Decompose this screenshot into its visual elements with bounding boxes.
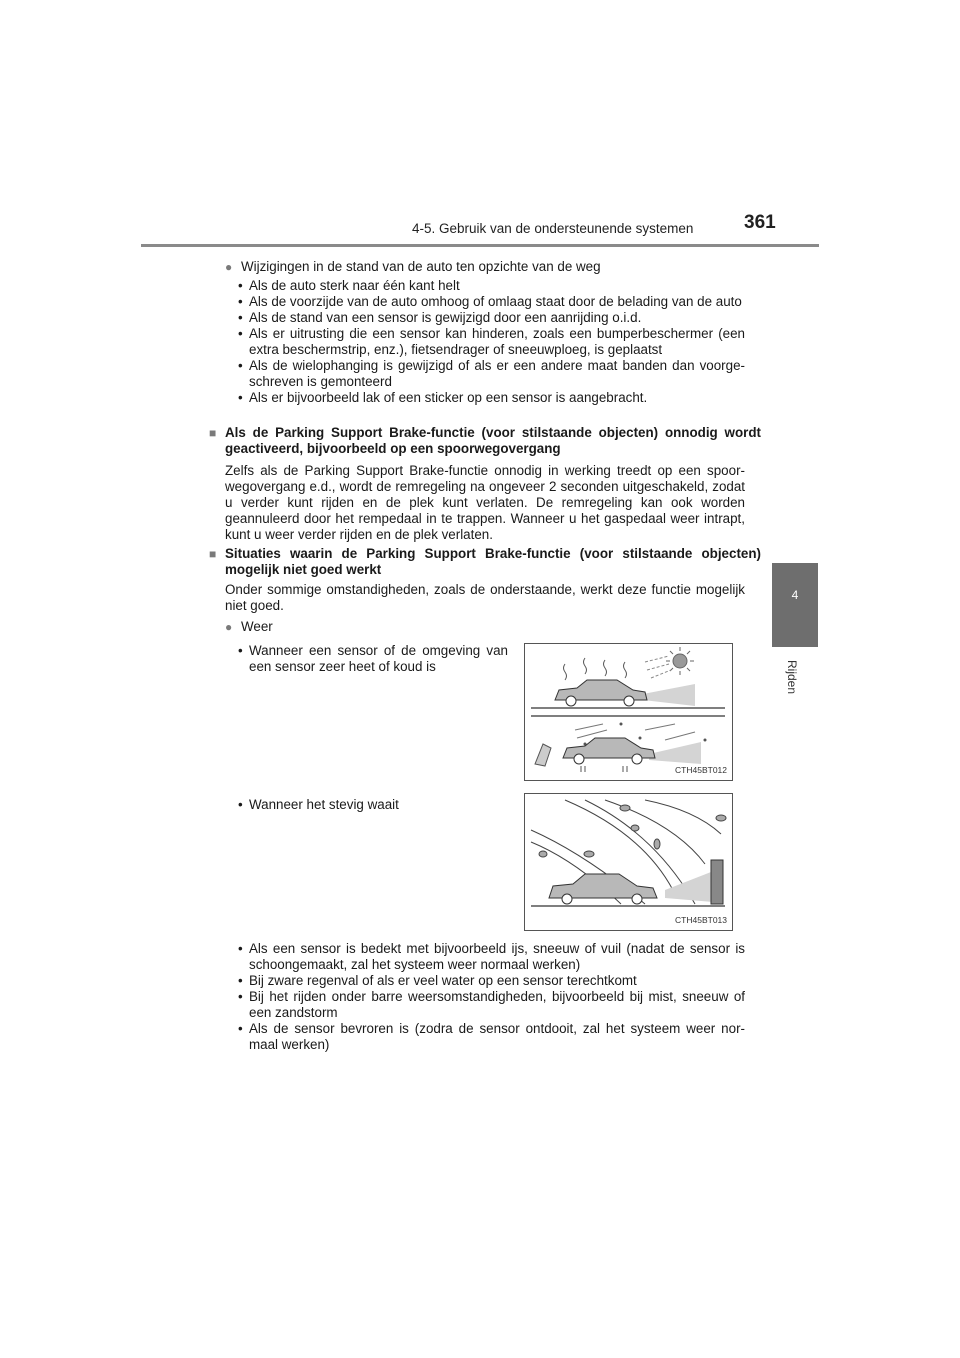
road-position-list xyxy=(236,278,745,406)
section-heading-unnecessary-activation: ■ Als de Parking Support Brake-functie (voor stilstaande objecten) onnodig wordt geactiveerd, bijvoorbeeld op een spoorwegovergang xyxy=(209,425,761,457)
weather-temp-list xyxy=(236,643,508,675)
list-item: • Als er uitrusting die een sensor kan hinderen, zoals een bumperbeschermer (een extra beschermstrip, enz.), fietsendrager of sneeuwploeg, is geplaatst xyxy=(236,326,745,358)
chapter-number: 4 xyxy=(791,588,799,602)
strong-wind-illustration xyxy=(525,794,732,930)
car-icon xyxy=(555,680,647,706)
list-item: • Wanneer een sensor of de omgeving van een sensor zeer heet of koud is xyxy=(236,643,508,675)
page-number: 361 xyxy=(744,212,776,233)
subheading-weather: ● Weer xyxy=(225,619,441,635)
list-item: • Wanneer het stevig waait xyxy=(236,797,508,813)
car-icon xyxy=(563,738,655,764)
weather-conditions-list xyxy=(236,941,745,1053)
list-item: • Bij zware regenval of als er veel water op een sensor terechtkomt xyxy=(236,973,745,989)
car-icon xyxy=(549,874,657,904)
weather-wind-list xyxy=(236,797,508,813)
heat-cold-illustration xyxy=(525,644,732,780)
header-divider xyxy=(141,244,819,247)
list-item: • Als de stand van een sensor is gewijzigd door een aanrijding o.i.d. xyxy=(236,310,745,326)
leaf-icon xyxy=(539,805,726,857)
chapter-label: Rijden xyxy=(785,660,799,695)
list-item: • Bij het rijden onder barre weersomstandigheden, bijvoorbeeld bij mist, sneeuw of een zandstorm xyxy=(236,989,745,1021)
list-item: • Als de voorzijde van de auto omhoog of omlaag staat door de belading van de auto xyxy=(236,294,745,310)
figure-code: CTH45BT012 xyxy=(675,765,727,775)
list-item: • Als de wielophanging is gewijzigd of als er een andere maat banden dan voorge- schreven is gemonteerd xyxy=(236,358,745,390)
figure-code: CTH45BT013 xyxy=(675,915,727,925)
list-item: • Als de sensor bevroren is (zodra de sensor ontdooit, zal het systeem weer nor- maal werken) xyxy=(236,1021,745,1053)
malfunction-situations-text: Onder sommige omstandigheden, zoals de onderstaande, werkt deze functie mogelijk niet goed. xyxy=(225,582,745,613)
unnecessary-activation-text: Zelfs als de Parking Support Brake-functie onnodig in werking treedt op een spoor- wegovergang e.d., wordt de remregeling na ongeveer 2 seconden uitgeschakeld, zodat u verder kunt rijden en de plek kunt verlaten. De remregeling kan ook worden geannuleerd door het rempedaal in te trappen. Wanneer u het gaspedaal weer intrapt, kunt u weer verder rijden en de plek verlaten. xyxy=(225,463,745,542)
list-item: • Als een sensor is bedekt met bijvoorbeeld ijs, sneeuw of vuil (nadat de sensor is schoongemaakt, zal het systeem weer normaal werken) xyxy=(236,941,745,973)
header-section-title: 4-5. Gebruik van de ondersteunende systemen xyxy=(412,221,694,236)
section-heading-road-position: ● Wijzigingen in de stand van de auto ten opzichte van de weg xyxy=(225,259,761,275)
list-item: • Als er bijvoorbeeld lak of een sticker op een sensor is aangebracht. xyxy=(236,390,745,406)
figure-heat-cold xyxy=(524,643,733,781)
list-item: • Als de auto sterk naar één kant helt xyxy=(236,278,745,294)
section-heading-malfunction-situations: ■ Situaties waarin de Parking Support Brake-functie (voor stilstaande objecten) mogelijk niet goed werkt xyxy=(209,546,761,578)
figure-strong-wind xyxy=(524,793,733,931)
chapter-tab xyxy=(772,563,818,647)
